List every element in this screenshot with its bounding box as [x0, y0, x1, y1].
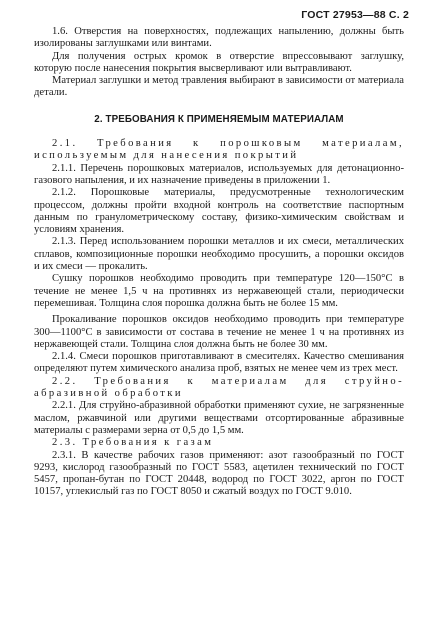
section-heading: 2. ТРЕБОВАНИЯ К ПРИМЕНЯЕМЫМ МАТЕРИАЛАМ	[94, 113, 344, 125]
subsection-heading: 2.3. Требования к газам	[52, 437, 214, 449]
paragraph: 2.2.1. Для струйно-абразивной обработки применяют сухие, не загрязненные маслом, ржавчиной или другими веществами отсортированные абразивные материалы с размерами зерна от 0,5 до 1,5 мм.	[34, 400, 404, 436]
paragraph: 2.3.1. В качестве рабочих газов применяют: азот газообразный по ГОСТ 9293, кислород газообразный по ГОСТ 5583, ацетилен технический по ГОСТ 5457, пропан-бутан по ГОСТ 20448, водород по ГОСТ 3022, аргон по ГОСТ 10157, углекислый газ по ГОСТ 8050 и сжатый воздух по ГОСТ 9.010.	[34, 449, 404, 498]
subsection-heading: 2.2. Требования к материалам для струйно-абразивной обработки	[34, 375, 404, 400]
page-header: ГОСТ 27953—88 С. 2	[301, 9, 409, 21]
paragraph: 2.1.3. Перед использованием порошки металлов и их смеси, металлических сплавов, композиционные порошки необходимо просушить, а порошки оксидов и их смеси — прокалить.	[34, 236, 404, 273]
paragraph: 1.6. Отверстия на поверхностях, подлежащих напылению, должны быть изолированы заглушками или винтами.	[34, 26, 404, 50]
paragraph: Прокаливание порошков оксидов необходимо проводить при температуре 300—1100°С в зависимости от состава в течение не менее 1 ч на противнях из нержавеющей стали. Толщина слоя должна быть не более 30 мм.	[34, 314, 404, 350]
paragraph: Сушку порошков необходимо проводить при температуре 120—150°С в течение не менее 1,5 ч на противнях из нержавеющей стали, периодически перемешивая. Толщина слоя порошка должна быть не более 15 мм.	[34, 273, 404, 309]
subsection-heading: 2.1. Требования к порошковым материалам, используемым для нанесения покрытий	[34, 138, 404, 162]
document-body	[34, 26, 404, 499]
paragraph: 2.1.4. Смеси порошков приготавливают в смесителях. Качество смешивания определяют путем химического анализа проб, взятых не менее чем из трех мест.	[34, 351, 404, 375]
paragraph: Для получения острых кромок в отверстие впрессовывают заглушку, которую после нанесения покрытия высверливают или вытравливают.	[34, 50, 404, 74]
paragraph: 2.1.2. Порошковые материалы, предусмотренные технологическим процессом, должны пройти входной контроль на соответствие паспортным данным по гранулометрическому составу, физико-химическим свойствам и условиям хранения.	[34, 187, 404, 236]
paragraph: Материал заглушки и метод травления выбирают в зависимости от материала детали.	[34, 75, 404, 99]
paragraph: 2.1.1. Перечень порошковых материалов, используемых для детонационно-газового напыления, и их назначение приведены в приложении 1.	[34, 162, 404, 186]
